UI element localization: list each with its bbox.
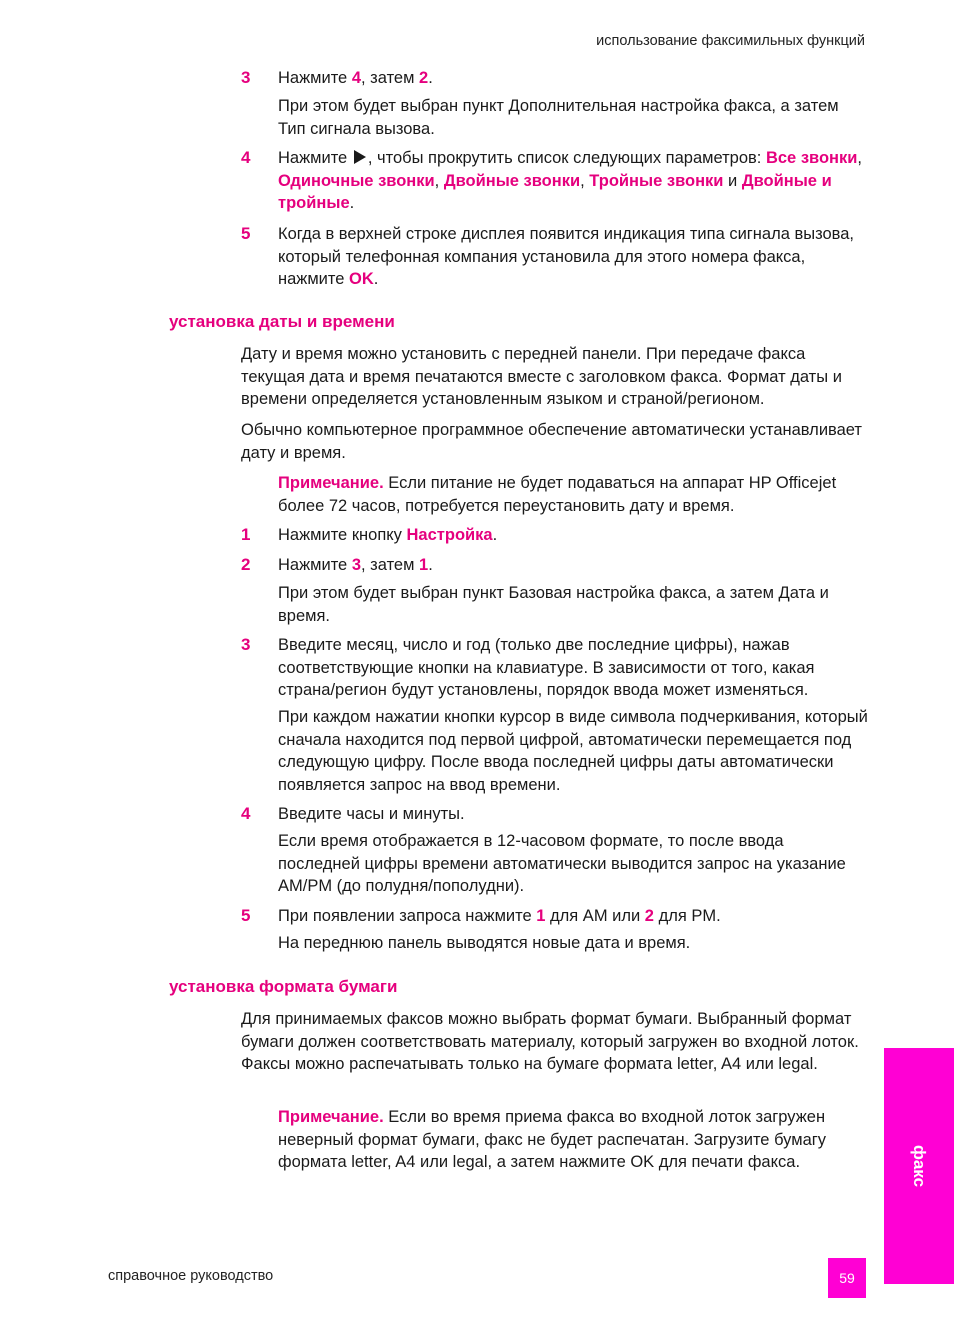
step-number: 2 (241, 555, 251, 574)
step-text: Нажмите кнопку Настройка. (278, 526, 498, 544)
step-description: При этом будет выбран пункт Дополнительная настройка факса, а затем Тип сигнала вызова. (278, 97, 839, 138)
step-text: При появлении запроса нажмите 1 для AM или 2 для PM. (278, 907, 721, 925)
step-number: 5 (241, 906, 251, 925)
note-label: Примечание. (278, 474, 384, 492)
note: Примечание. Если питание не будет подаваться на аппарат HP Officejet более 72 часов, потребуется переустановить дату и время. (278, 474, 837, 515)
paragraph: Обычно компьютерное программное обеспечение автоматически устанавливает дату и время. (241, 421, 862, 462)
key-label: OK (349, 270, 374, 288)
step-number: 1 (241, 525, 251, 544)
option-label: Тройные звонки (589, 171, 724, 190)
step-text: Когда в верхней строке дисплея появится индикация типа сигнала вызова, который телефонная компания установила для этого номера факса, нажмите OK. (278, 225, 855, 288)
step-number: 4 (241, 148, 251, 167)
step-text: Введите часы и минуты. (278, 805, 465, 823)
step-text: Нажмите 3, затем 1. (278, 556, 433, 574)
option-label: Двойные и тройные (278, 171, 832, 212)
footer-title: справочное руководство (108, 1268, 274, 1284)
step-number: 5 (241, 224, 251, 243)
page-number: 59 (828, 1258, 866, 1298)
section-heading: установка даты и времени (169, 312, 395, 331)
step-description: На переднюю панель выводятся новые дата и время. (278, 934, 691, 952)
step-description: При этом будет выбран пункт Базовая настройка факса, а затем Дата и время. (278, 584, 829, 625)
note: Примечание. Если во время приема факса во входной лоток загружен неверный формат бумаги, факс не будет распечатан. Загрузите бумагу формата letter, A4 или legal, а затем нажмите OK для печати факса. (278, 1108, 827, 1171)
step-number: 4 (241, 804, 251, 823)
chapter-tab (884, 1048, 954, 1284)
key-label: 3 (351, 556, 362, 574)
key-label: 1 (419, 556, 429, 574)
step-number: 3 (241, 68, 251, 87)
key-label: 2 (419, 69, 429, 87)
chapter-tab-label: факс (909, 1144, 929, 1188)
button-label: Настройка (406, 526, 493, 544)
step-text: Нажмите 4, затем 2. (278, 69, 433, 87)
right-arrow-icon (354, 150, 366, 164)
step-text: Нажмите , чтобы прокрутить список следующих параметров: Все звонки, Одиночные звонки, Двойные звонки, Тройные звонки и Двойные и тройные. (278, 149, 862, 212)
key-label: 2 (644, 907, 654, 925)
paragraph: Дату и время можно установить с передней панели. При передаче факса текущая дата и время печатаются вместе с заголовком факса. Формат даты и времени определяется установленным языком и страной/регионом. (241, 345, 842, 408)
key-label: 4 (351, 69, 362, 87)
option-label: Двойные звонки (443, 171, 581, 190)
option-label: Все звонки (765, 149, 858, 167)
key-label: 1 (536, 907, 546, 925)
step-description: При каждом нажатии кнопки курсор в виде символа подчеркивания, который сначала находится под первой цифрой, автоматически перемещается под следующую цифру. После ввода последней цифры даты автоматически появляется запрос на ввод времени. (278, 708, 868, 794)
running-header: использование факсимильных функций (596, 33, 865, 49)
paragraph: Для принимаемых факсов можно выбрать формат бумаги. Выбранный формат бумаги должен соответствовать материалу, который загружен во входной лоток. Факсы можно распечатывать только на бумаге формата letter, A4 или legal. (241, 1010, 859, 1073)
step-description: Если время отображается в 12-часовом формате, то после ввода последней цифры времени автоматически выводится запрос на указание AM/PM (до полудня/пополудни). (278, 832, 846, 895)
note-label: Примечание. (278, 1108, 384, 1126)
step-text: Введите месяц, число и год (только две последние цифры), нажав соответствующие кнопки на клавиатуре. В зависимости от того, какая страна/регион будут установлены, порядок ввода может изменяться. (278, 636, 815, 699)
option-label: Одиночные звонки (278, 171, 435, 190)
step-number: 3 (241, 635, 251, 654)
section-heading: установка формата бумаги (169, 977, 398, 996)
